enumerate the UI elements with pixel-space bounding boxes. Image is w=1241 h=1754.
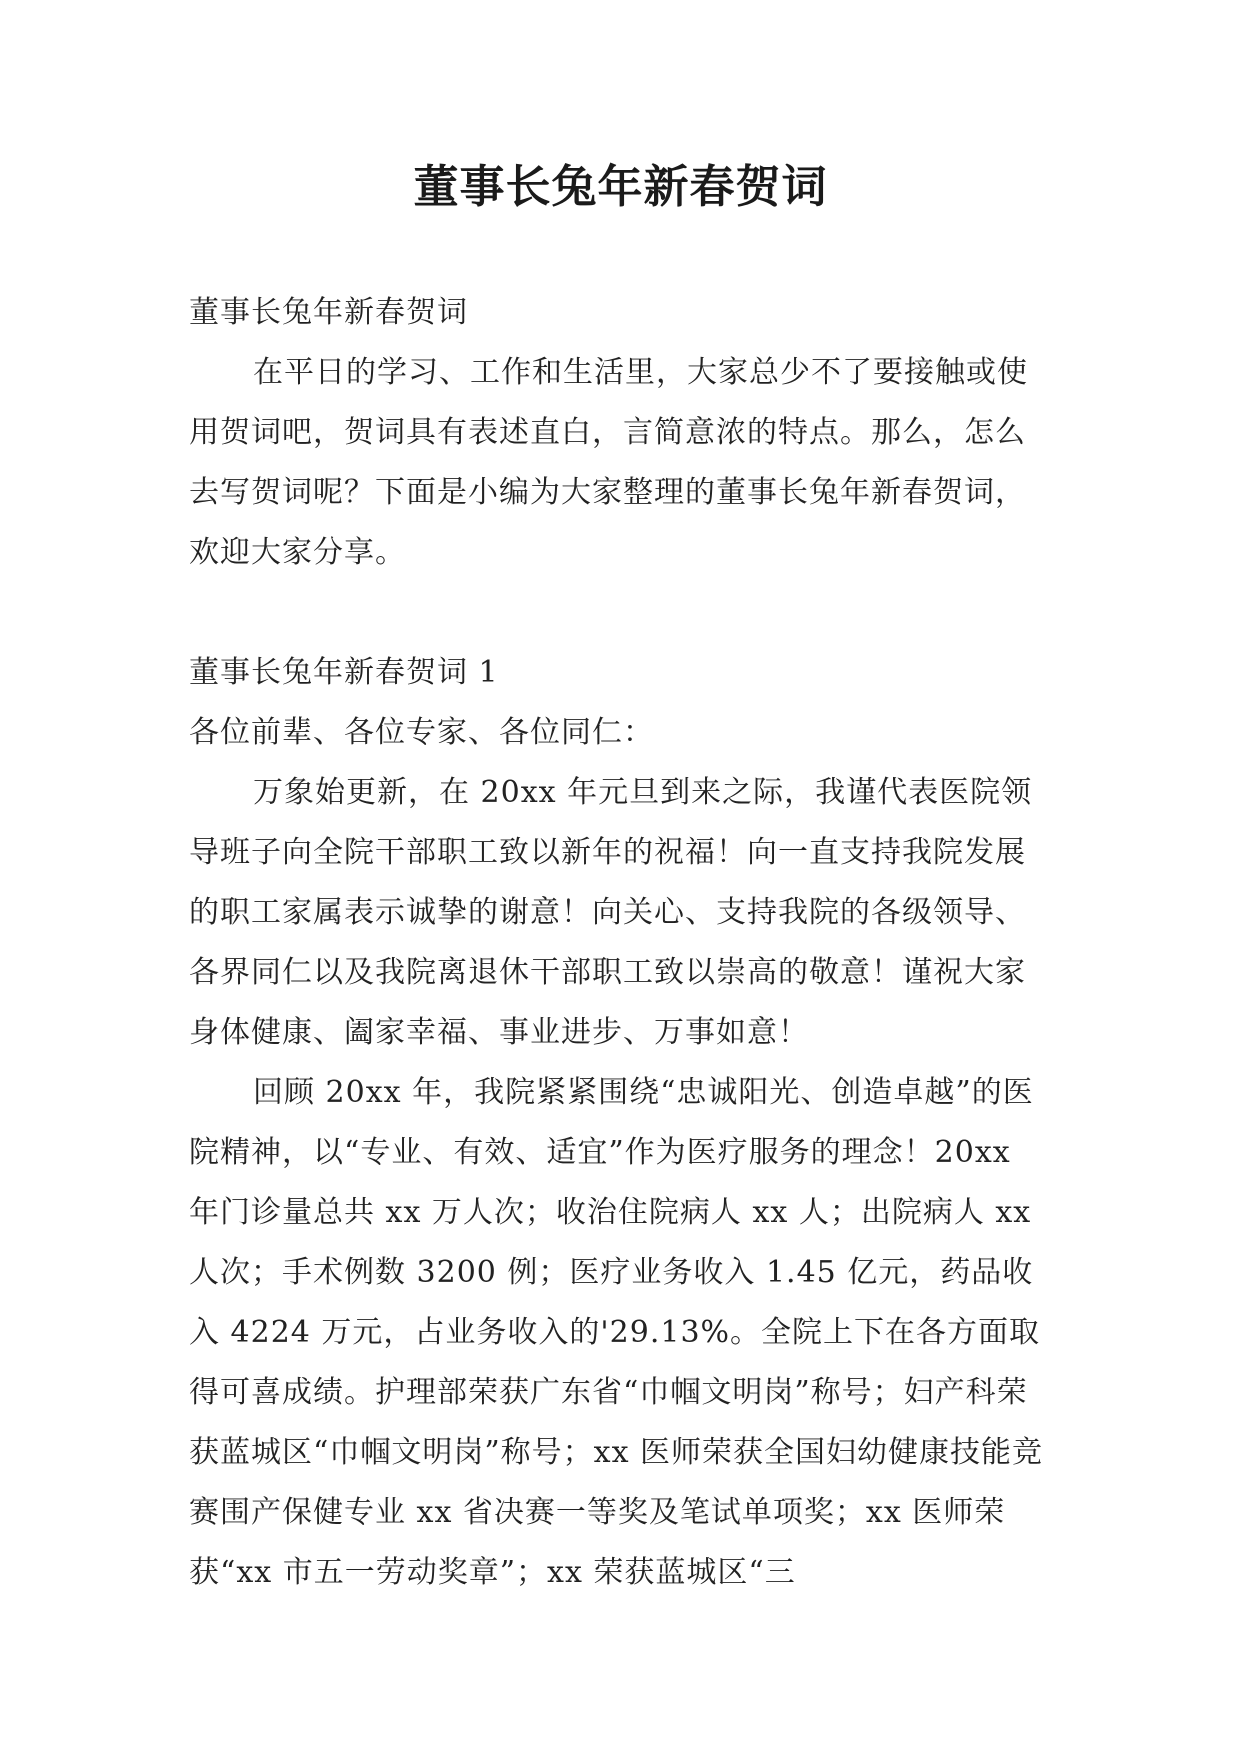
intro-paragraph: 在平日的学习、工作和生活里，大家总少不了要接触或使用贺词吧，贺词具有表述直白，言简意浓的特点。那么，怎么去写贺词呢？下面是小编为大家整理的董事长兔年新春贺词，欢迎大家分享。: [189, 355, 1028, 570]
spacer: [189, 583, 1047, 643]
body-paragraph-1: 万象始更新，在 20xx 年元旦到来之际，我谨代表医院领导班子向全院干部职工致以新年的祝福！向一直支持我院发展的职工家属表示诚挚的谢意！向关心、支持我院的各级领导、各界同仁以及我院离退休干部职工致以崇高的敬意！谨祝大家身体健康、阖家幸福、事业进步、万事如意！: [189, 775, 1033, 1050]
section-heading: 董事长兔年新春贺词 1: [189, 655, 499, 690]
document-body: [189, 283, 1047, 1603]
body-paragraph-2: 回顾 20xx 年，我院紧紧围绕“忠诚阳光、创造卓越”的医院精神，以“专业、有效、适宜”作为医疗服务的理念！20xx 年门诊量总共 xx 万人次；收治住院病人 xx 人；出院病人 xx 人次；手术例数 3200 例；医疗业务收入 1.45 亿元，药品收入 4224 万元，占业务收入的'29.13%。全院上下在各方面取得可喜成绩。护理部荣获广东省“巾帼文明岗”称号；妇产科荣获蓝城区“巾帼文明岗”称号；xx 医师荣获全国妇幼健康技能竞赛围产保健专业 xx 省决赛一等奖及笔试单项奖；xx 医师荣获“xx 市五一劳动奖章”；xx 荣获蓝城区“三: [189, 1075, 1044, 1590]
salutation: 各位前辈、各位专家、各位同仁：: [189, 715, 654, 750]
document-title: 董事长兔年新春贺词: [413, 160, 828, 213]
subtitle: 董事长兔年新春贺词: [189, 295, 468, 330]
